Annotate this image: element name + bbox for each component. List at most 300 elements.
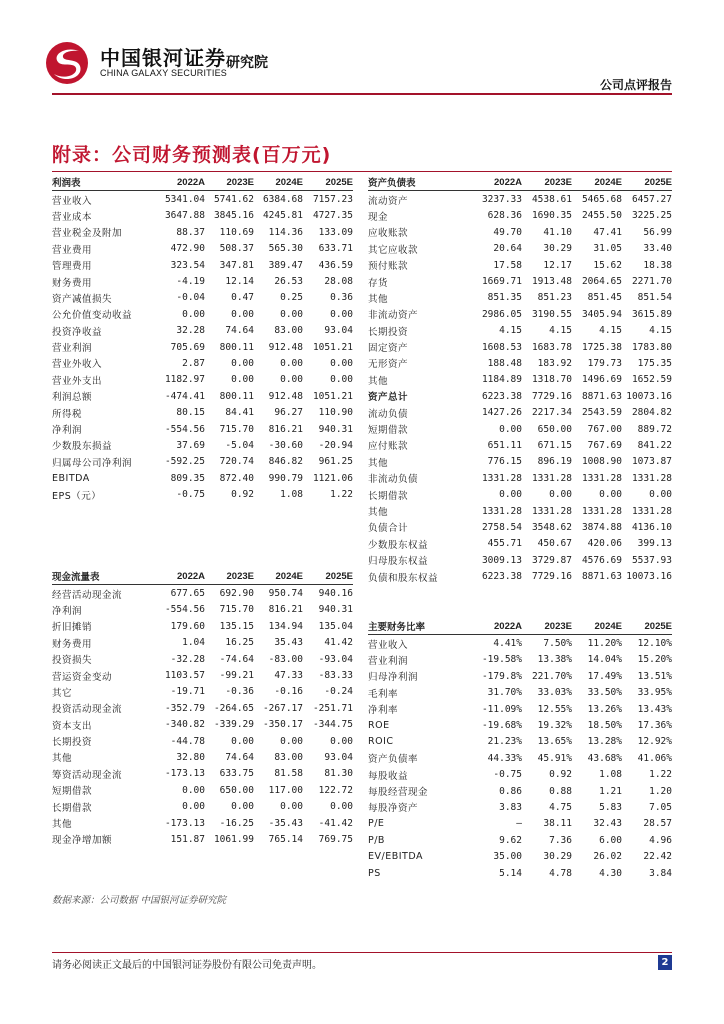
value-cell: 96.27 — [274, 407, 303, 419]
table-title-cell: 利润表 — [52, 174, 156, 191]
table-row — [368, 635, 672, 652]
row-label-cell: ROIC — [368, 736, 394, 748]
table-row — [52, 618, 353, 634]
value-cell: -339.29 — [213, 719, 254, 731]
value-cell: -35.43 — [268, 817, 303, 829]
value-cell: 33.95% — [637, 687, 672, 699]
row-label-cell: P/B — [368, 834, 385, 846]
value-cell: 633.75 — [219, 768, 254, 780]
value-cell: 110.90 — [318, 407, 353, 419]
value-cell: -19.58% — [481, 654, 522, 666]
value-cell: 767.69 — [587, 439, 622, 451]
row-label-cell: 资产总计 — [368, 392, 409, 404]
year-header-cell: 2022A — [156, 174, 205, 191]
value-cell: 12.55% — [537, 703, 572, 715]
value-cell: -264.65 — [213, 702, 254, 714]
data-source-caption: 数据来源：公司数据 中国银河证券研究院 — [52, 895, 227, 906]
value-cell: 0.00 — [231, 801, 254, 813]
table-row — [52, 339, 353, 355]
year-header-cell: 2023E — [205, 174, 254, 191]
value-cell: 1725.38 — [581, 341, 622, 353]
value-cell: 950.74 — [268, 588, 303, 600]
value-cell: 769.75 — [318, 833, 353, 845]
row-label-cell: 无形资产 — [368, 359, 409, 371]
row-label-cell: 非流动负债 — [368, 474, 419, 486]
value-cell: -554.56 — [164, 423, 205, 435]
row-label-cell: EPS（元） — [52, 490, 102, 502]
row-label-cell: 资产负债率 — [368, 754, 419, 766]
value-cell: 715.70 — [219, 604, 254, 616]
value-cell: 1331.28 — [531, 505, 572, 517]
value-cell: 1608.53 — [481, 341, 522, 353]
page-number-badge: 2 — [658, 955, 672, 970]
value-cell: 4.15 — [549, 325, 572, 337]
value-cell: 114.36 — [268, 226, 303, 238]
row-label-cell: 长期借款 — [52, 802, 93, 814]
row-label-cell: 营业税金及附加 — [52, 228, 123, 240]
table-title-cell: 主要财务比率 — [368, 618, 472, 635]
value-cell: 83.00 — [274, 751, 303, 763]
value-cell: -83.33 — [318, 670, 353, 682]
value-cell: 872.40 — [219, 472, 254, 484]
value-cell: 0.00 — [499, 489, 522, 501]
table-row — [52, 470, 353, 486]
value-cell: 5341.04 — [164, 194, 205, 206]
value-cell: 3615.89 — [631, 308, 672, 320]
value-cell: 6.00 — [599, 834, 622, 846]
value-cell: 1652.59 — [631, 374, 672, 386]
table-row — [368, 503, 672, 519]
report-type-label: 公司点评报告 — [599, 78, 672, 92]
table-row — [368, 816, 672, 832]
value-cell: 83.00 — [274, 325, 303, 337]
value-cell: 0.00 — [280, 357, 303, 369]
value-cell: 5537.93 — [631, 554, 672, 566]
table-row — [52, 486, 353, 502]
page-title: 附录：公司财务预测表(百万元) — [52, 144, 332, 166]
footer-disclaimer: 请务必阅读正文最后的中国银河证券股份有限公司免责声明。 — [52, 960, 322, 971]
value-cell: 2543.59 — [581, 407, 622, 419]
value-cell: 4136.10 — [631, 521, 672, 533]
value-cell: 3874.88 — [581, 521, 622, 533]
value-cell: 18.38 — [643, 259, 672, 271]
table-row — [52, 273, 353, 289]
value-cell: 31.05 — [593, 243, 622, 255]
value-cell: 3647.88 — [164, 210, 205, 222]
table-row — [368, 552, 672, 568]
row-label-cell: 营业费用 — [52, 244, 93, 256]
row-label-cell: 营业收入 — [368, 639, 409, 651]
table-row — [368, 734, 672, 750]
year-header-cell: 2025E — [303, 174, 353, 191]
value-cell: 0.00 — [330, 735, 353, 747]
row-label-cell: 归母净利润 — [368, 672, 419, 684]
value-cell: 1008.90 — [581, 456, 622, 468]
value-cell: 776.15 — [487, 456, 522, 468]
value-cell: 4.41% — [493, 638, 522, 650]
table-row — [52, 733, 353, 749]
value-cell: 12.14 — [225, 276, 254, 288]
row-label-cell: 投资净收益 — [52, 326, 103, 338]
value-cell: -251.71 — [312, 702, 353, 714]
value-cell: 93.04 — [324, 751, 353, 763]
row-label-cell: 投资活动现金流 — [52, 704, 123, 716]
value-cell: 0.00 — [599, 489, 622, 501]
table-row — [52, 257, 353, 273]
value-cell: 2064.65 — [581, 276, 622, 288]
value-cell: 851.23 — [537, 292, 572, 304]
value-cell: 7157.23 — [312, 194, 353, 206]
value-cell: 38.11 — [543, 818, 572, 830]
table-title-cell: 现金流量表 — [52, 568, 156, 585]
row-label-cell: 净利润 — [52, 425, 83, 437]
value-cell: 13.43% — [637, 703, 672, 715]
value-cell: 4.15 — [599, 325, 622, 337]
value-cell: -83.00 — [268, 653, 303, 665]
row-label-cell: 少数股东权益 — [368, 539, 429, 551]
year-header-cell: 2023E — [205, 568, 254, 585]
value-cell: 1331.28 — [481, 472, 522, 484]
table-header-row — [368, 174, 672, 191]
value-cell: 671.15 — [537, 439, 572, 451]
table-row — [368, 454, 672, 470]
value-cell: 472.90 — [170, 243, 205, 255]
table-row — [52, 323, 353, 339]
row-label-cell: P/E — [368, 818, 385, 830]
row-label-cell: 净利润 — [52, 605, 83, 617]
value-cell: 851.54 — [637, 292, 672, 304]
value-cell: 32.28 — [176, 325, 205, 337]
row-label-cell: 财务费用 — [52, 277, 93, 289]
table-row — [52, 404, 353, 420]
value-cell: 47.33 — [274, 670, 303, 682]
galaxy-logo-icon — [44, 40, 90, 86]
value-cell: 81.30 — [324, 768, 353, 780]
value-cell: 912.48 — [268, 390, 303, 402]
table-row — [52, 208, 353, 224]
value-cell: 74.64 — [225, 325, 254, 337]
value-cell: -0.04 — [176, 292, 205, 304]
row-label-cell: 其它应收款 — [368, 244, 419, 256]
table-row — [368, 652, 672, 668]
value-cell: 1.08 — [280, 489, 303, 501]
value-cell: 20.64 — [493, 243, 522, 255]
row-label-cell: 负债合计 — [368, 523, 409, 535]
value-cell: 1121.06 — [312, 472, 353, 484]
table-row — [368, 273, 672, 289]
value-cell: -173.13 — [164, 817, 205, 829]
value-cell: 3845.16 — [213, 210, 254, 222]
value-cell: 12.17 — [543, 259, 572, 271]
value-cell: 0.47 — [231, 292, 254, 304]
row-label-cell: 少数股东损益 — [52, 441, 113, 453]
year-header-cell: 2024E — [572, 618, 622, 635]
value-cell: 15.62 — [593, 259, 622, 271]
value-cell: 851.35 — [487, 292, 522, 304]
value-cell: 110.69 — [219, 226, 254, 238]
value-cell: 84.41 — [225, 407, 254, 419]
value-cell: 889.72 — [637, 423, 672, 435]
table-row — [368, 208, 672, 224]
value-cell: 0.00 — [549, 489, 572, 501]
value-cell: 88.37 — [176, 226, 205, 238]
row-label-cell: 营业收入 — [52, 195, 93, 207]
value-cell: -99.21 — [219, 670, 254, 682]
row-label-cell: 现金净增加额 — [52, 835, 113, 847]
row-label-cell: 毛利率 — [368, 688, 399, 700]
title-divider — [52, 171, 672, 172]
value-cell: 3.83 — [499, 801, 522, 813]
table-row — [52, 782, 353, 798]
value-cell: 33.40 — [643, 243, 672, 255]
table-row — [52, 355, 353, 371]
value-cell: 3237.33 — [481, 194, 522, 206]
value-cell: 135.15 — [219, 620, 254, 632]
value-cell: -352.79 — [164, 702, 205, 714]
year-header-cell: 2024E — [254, 568, 303, 585]
table-row — [52, 815, 353, 831]
value-cell: 896.19 — [537, 456, 572, 468]
value-cell: 4576.69 — [581, 554, 622, 566]
value-cell: 30.29 — [543, 243, 572, 255]
value-cell: -0.75 — [493, 769, 522, 781]
row-label-cell: 利润总额 — [52, 392, 93, 404]
value-cell: 41.42 — [324, 637, 353, 649]
row-label-cell: 预付账款 — [368, 261, 409, 273]
value-cell: 1.21 — [599, 785, 622, 797]
value-cell: 633.71 — [318, 243, 353, 255]
value-cell: -267.17 — [262, 702, 303, 714]
value-cell: 5741.62 — [213, 194, 254, 206]
header-divider — [52, 93, 672, 95]
table-row — [368, 519, 672, 535]
value-cell: -93.04 — [318, 653, 353, 665]
cash-flow-table — [52, 568, 353, 848]
row-label-cell: 归母股东权益 — [368, 556, 429, 568]
value-cell: 35.43 — [274, 637, 303, 649]
table-row — [368, 767, 672, 783]
table-row — [368, 865, 672, 881]
value-cell: 816.21 — [268, 604, 303, 616]
value-cell: 183.92 — [537, 357, 572, 369]
value-cell: 0.00 — [330, 374, 353, 386]
value-cell: 0.00 — [231, 308, 254, 320]
income-statement-table — [52, 174, 353, 503]
value-cell: 1496.69 — [581, 374, 622, 386]
value-cell: 6457.27 — [631, 194, 672, 206]
value-cell: 846.82 — [268, 456, 303, 468]
value-cell: 0.86 — [499, 785, 522, 797]
table-row — [52, 602, 353, 618]
table-row — [52, 651, 353, 667]
value-cell: 56.99 — [643, 226, 672, 238]
row-label-cell: 每股净资产 — [368, 803, 419, 815]
value-cell: 0.88 — [549, 785, 572, 797]
value-cell: 80.15 — [176, 407, 205, 419]
value-cell: 1331.28 — [531, 472, 572, 484]
table-row — [52, 700, 353, 716]
value-cell: 13.51% — [637, 670, 672, 682]
value-cell: 31.70% — [487, 687, 522, 699]
table-row — [368, 339, 672, 355]
value-cell: -340.82 — [164, 719, 205, 731]
value-cell: 13.26% — [587, 703, 622, 715]
value-cell: 151.87 — [170, 833, 205, 845]
value-cell: 508.37 — [219, 243, 254, 255]
table-row — [368, 685, 672, 701]
value-cell: -74.64 — [219, 653, 254, 665]
row-label-cell: 其他 — [368, 507, 389, 518]
value-cell: 3190.55 — [531, 308, 572, 320]
row-label-cell: 营运资金变动 — [52, 671, 113, 683]
value-cell: 16.25 — [225, 637, 254, 649]
value-cell: 1184.89 — [481, 374, 522, 386]
value-cell: 2986.05 — [481, 308, 522, 320]
row-label-cell: 现金 — [368, 211, 389, 223]
table-row — [368, 421, 672, 437]
value-cell: 816.21 — [268, 423, 303, 435]
value-cell: 0.92 — [549, 769, 572, 781]
table-row — [52, 372, 353, 388]
value-cell: 5.14 — [499, 867, 522, 879]
row-label-cell: 净利率 — [368, 705, 399, 717]
value-cell: 8871.63 — [581, 571, 622, 583]
row-label-cell: 非流动资产 — [368, 310, 419, 322]
value-cell: 2217.34 — [531, 407, 572, 419]
value-cell: 800.11 — [219, 341, 254, 353]
row-label-cell: 其他 — [368, 293, 389, 305]
value-cell: 11.20% — [587, 638, 622, 650]
value-cell: 21.23% — [487, 736, 522, 748]
value-cell: 1331.28 — [631, 505, 672, 517]
year-header-cell: 2025E — [622, 618, 672, 635]
value-cell: 135.04 — [318, 620, 353, 632]
value-cell: 45.91% — [537, 752, 572, 764]
value-cell: -16.25 — [219, 817, 254, 829]
footer-divider — [52, 952, 672, 953]
year-header-cell: 2022A — [472, 618, 522, 635]
value-cell: 37.69 — [176, 439, 205, 451]
value-cell: 0.00 — [231, 735, 254, 747]
table-row — [368, 224, 672, 240]
value-cell: 705.69 — [170, 341, 205, 353]
value-cell: 41.06% — [637, 752, 672, 764]
value-cell: 6223.38 — [481, 571, 522, 583]
value-cell: 720.74 — [219, 456, 254, 468]
value-cell: 650.00 — [537, 423, 572, 435]
value-cell: 0.00 — [330, 801, 353, 813]
row-label-cell: 财务费用 — [52, 638, 93, 650]
row-label-cell: 其他 — [52, 753, 73, 765]
value-cell: 1.22 — [330, 489, 353, 501]
row-label-cell: 营业外收入 — [52, 359, 103, 371]
value-cell: 809.35 — [170, 472, 205, 484]
value-cell: 17.49% — [587, 670, 622, 682]
row-label-cell: 其它 — [52, 687, 73, 699]
row-label-cell: 其他 — [368, 457, 389, 469]
value-cell: 0.36 — [330, 292, 353, 304]
value-cell: 15.20% — [637, 654, 672, 666]
value-cell: 134.94 — [268, 620, 303, 632]
value-cell: 0.00 — [649, 489, 672, 501]
table-row — [52, 749, 353, 765]
table-row — [52, 388, 353, 404]
table-row — [368, 486, 672, 502]
table-row — [52, 684, 353, 700]
value-cell: 2271.70 — [631, 276, 672, 288]
value-cell: 1182.97 — [164, 374, 205, 386]
value-cell: 43.68% — [587, 752, 622, 764]
table-row — [52, 454, 353, 470]
row-label-cell: 筹资活动现金流 — [52, 769, 123, 781]
row-label-cell: 流动资产 — [368, 195, 409, 207]
value-cell: -344.75 — [312, 719, 353, 731]
value-cell: 10073.16 — [626, 571, 672, 583]
value-cell: 767.00 — [587, 423, 622, 435]
value-cell: 565.30 — [268, 243, 303, 255]
value-cell: 0.25 — [280, 292, 303, 304]
value-cell: 0.00 — [182, 784, 205, 796]
value-cell: 420.06 — [587, 538, 622, 550]
value-cell: 28.08 — [324, 276, 353, 288]
value-cell: 4.30 — [599, 867, 622, 879]
value-cell: 4245.81 — [262, 210, 303, 222]
table-row — [52, 241, 353, 257]
value-cell: 4.78 — [549, 867, 572, 879]
value-cell: -173.13 — [164, 768, 205, 780]
table-row — [368, 355, 672, 371]
value-cell: 1913.48 — [531, 276, 572, 288]
table-row — [52, 224, 353, 240]
value-cell: 30.29 — [543, 851, 572, 863]
value-cell: 18.50% — [587, 720, 622, 732]
value-cell: 436.59 — [318, 259, 353, 271]
row-label-cell: 所得税 — [52, 408, 83, 420]
value-cell: 3.84 — [649, 867, 672, 879]
value-cell: 961.25 — [318, 456, 353, 468]
value-cell: 940.31 — [318, 604, 353, 616]
table-row — [368, 372, 672, 388]
row-label-cell: 营业利润 — [52, 343, 93, 355]
row-label-cell: EBITDA — [52, 472, 90, 484]
value-cell: -4.19 — [176, 276, 205, 288]
row-label-cell: ROE — [368, 720, 390, 732]
value-cell: 49.70 — [493, 226, 522, 238]
value-cell: -0.75 — [176, 489, 205, 501]
value-cell: -554.56 — [164, 604, 205, 616]
row-label-cell: 资本支出 — [52, 720, 93, 732]
year-header-cell: 2023E — [522, 174, 572, 191]
value-cell: 3548.62 — [531, 521, 572, 533]
value-cell: 26.53 — [274, 276, 303, 288]
value-cell: 455.71 — [487, 538, 522, 550]
table-row — [368, 437, 672, 453]
table-row — [52, 585, 353, 602]
value-cell: -5.04 — [225, 439, 254, 451]
value-cell: 122.72 — [318, 784, 353, 796]
value-cell: -474.41 — [164, 390, 205, 402]
table-row — [52, 798, 353, 814]
value-cell: 1051.21 — [312, 390, 353, 402]
value-cell: 1690.35 — [531, 210, 572, 222]
value-cell: -20.94 — [318, 439, 353, 451]
value-cell: 1331.28 — [631, 472, 672, 484]
row-label-cell: 短期借款 — [52, 786, 93, 798]
table-row — [368, 750, 672, 766]
row-label-cell: 归属母公司净利润 — [52, 457, 133, 469]
value-cell: 0.00 — [330, 308, 353, 320]
value-cell: 2758.54 — [481, 521, 522, 533]
